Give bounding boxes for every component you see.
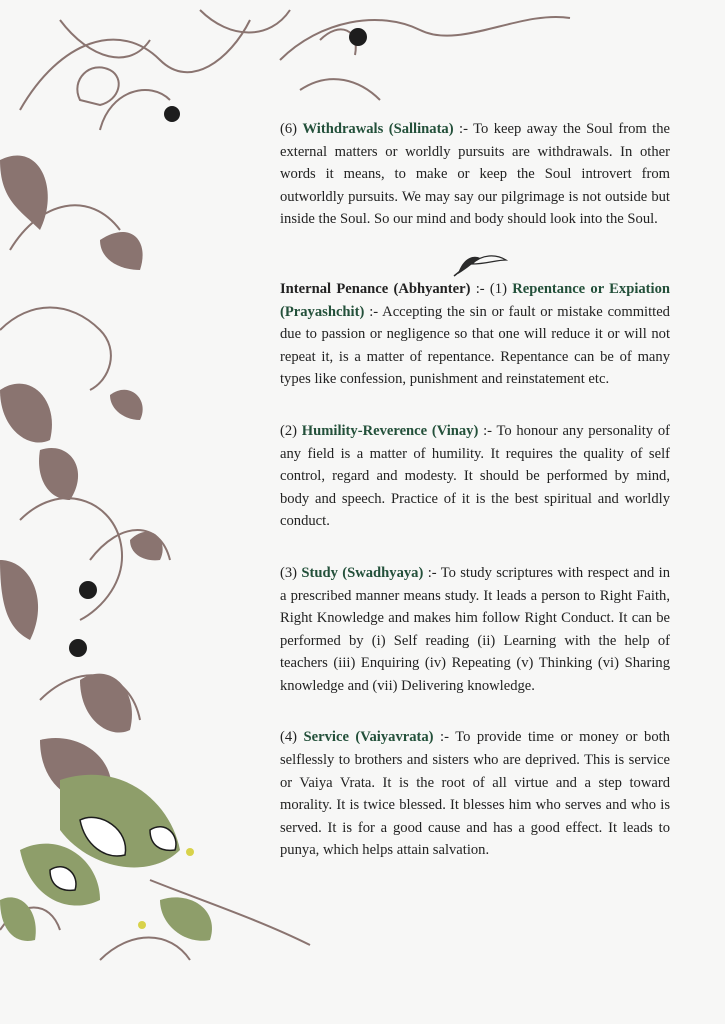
paragraph-text: :- Accepting the sin or fault or mistake committed due to passion or negligence so that one will reduce it or will not repeat it, is a matter of repentance. Repentance can be of many types like confession, punishment and reinstatement etc. (280, 303, 670, 388)
paragraph-number: (3) (280, 564, 298, 581)
paragraph-separator: :- (1) (475, 280, 507, 297)
paragraph-withdrawals (280, 118, 670, 231)
paragraph-internal-penance (280, 278, 670, 391)
paragraph-service (280, 726, 670, 862)
paragraph-humility (280, 420, 670, 533)
content-column (280, 118, 670, 885)
paragraph-term: Repentance or Expiation (Prayashchit) (280, 280, 670, 320)
paragraph-text: :- To keep away the Soul from the external matters or worldly pursuits are withdrawals. In other words it means, to make or keep the Soul introvert from outworldly pursuits. We may say our pilgrimage is not outside but inside the Soul. So our mind and body should look into the Soul. (280, 121, 671, 228)
paragraph-text: :- To study scriptures with respect and in a prescribed manner means study. It leads a person to Right Faith, Right Knowledge and makes him follow Right Conduct. It can be performed by (i) Self reading (ii) Learning with the help of teachers (iii) Enquiring (iv) Repeating (v) Thinking (vi) Sharing knowledge and (vii) Delivering knowledge. (280, 564, 671, 694)
paragraph-term: Humility-Reverence (Vinay) (301, 422, 479, 439)
paragraph-number: (4) (280, 729, 298, 746)
paragraph-term: Service (Vaiyavrata) (303, 729, 434, 746)
paragraph-text: :- To honour any personality of any field is a matter of humility. It requires the quality of self control, regard and modesty. It should be performed by mind, body and speech. Practice of it is the best spiritual and worldly conduct. (280, 422, 670, 530)
section-heading: Internal Penance (Abhyanter) (280, 280, 471, 297)
feather-divider-icon (450, 248, 510, 278)
paragraph-term: Withdrawals (Sallinata) (302, 121, 454, 137)
paragraph-text: :- To provide time or money or both selflessly to brothers and sisters who are deprived. This is service or Vaiya Vrata. It is the root of all virtue and a step toward morality. It is twice blessed. It blesses him who serves and who is served. It is for a good cause and has a good effect. It leads to punya, which helps attain salvation. (280, 729, 670, 859)
paragraph-number: (2) (280, 422, 298, 439)
paragraph-term: Study (Swadhyaya) (301, 564, 424, 581)
paragraph-study (280, 562, 670, 698)
paragraph-number: (6) (280, 121, 298, 137)
